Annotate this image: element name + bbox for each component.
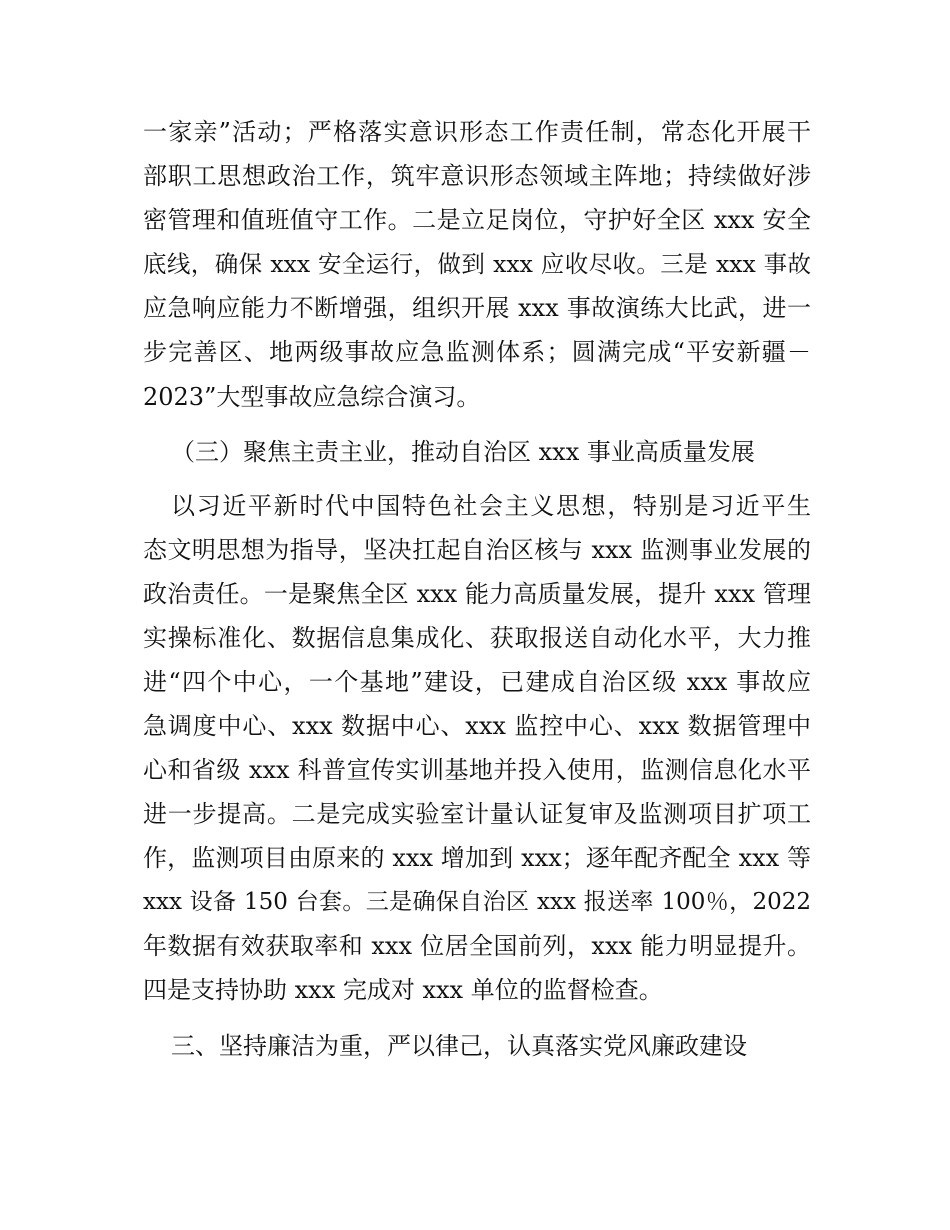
body-line: 心和省级 xxx 科普宣传实训基地并投入使用，监测信息化水平 — [143, 756, 811, 784]
body-line: 一家亲”活动；严格落实意识形态工作责任制，常态化开展干 — [143, 118, 811, 146]
body-line: 态文明思想为指导，坚决扛起自治区核与 xxx 监测事业发展的 — [143, 536, 811, 564]
body-line: 四是支持协助 xxx 完成对 xxx 单位的监督检查。 — [143, 976, 663, 1004]
body-line: 密管理和值班值守工作。二是立足岗位，守护好全区 xxx 安全 — [143, 206, 811, 234]
body-line: 进“四个中心，一个基地”建设，已建成自治区级 xxx 事故应 — [143, 668, 811, 696]
body-line: 实操标准化、数据信息集成化、获取报送自动化水平，大力推 — [143, 624, 811, 652]
body-line: 底线，确保 xxx 安全运行，做到 xxx 应收尽收。三是 xxx 事故 — [143, 250, 811, 278]
body-line: 年数据有效获取率和 xxx 位居全国前列，xxx 能力明显提升。 — [143, 932, 811, 960]
body-line: 进一步提高。二是完成实验室计量认证复审及监测项目扩项工 — [143, 800, 811, 828]
body-line: 步完善区、地两级事故应急监测体系；圆满完成“平安新疆－ — [143, 338, 811, 366]
body-line: xxx 设备 150 台套。三是确保自治区 xxx 报送率 100％，2022 — [143, 889, 811, 915]
body-line: 急调度中心、xxx 数据中心、xxx 监控中心、xxx 数据管理中 — [143, 712, 811, 740]
body-line: 部职工思想政治工作，筑牢意识形态领域主阵地；持续做好涉 — [143, 162, 811, 190]
body-line: 2023”大型事故应急综合演习。 — [143, 383, 481, 411]
section-heading: （三）聚焦主责主业，推动自治区 xxx 事业高质量发展 — [171, 438, 755, 466]
section-heading: 三、坚持廉洁为重，严以律己，认真落实党风廉政建设 — [171, 1032, 747, 1060]
body-line: 作，监测项目由原来的 xxx 增加到 xxx；逐年配齐配全 xxx 等 — [143, 844, 811, 872]
body-line: 以习近平新时代中国特色社会主义思想，特别是习近平生 — [171, 492, 811, 520]
body-line: 政治责任。一是聚焦全区 xxx 能力高质量发展，提升 xxx 管理 — [143, 580, 811, 608]
body-line: 应急响应能力不断增强，组织开展 xxx 事故演练大比武，进一 — [143, 294, 811, 322]
